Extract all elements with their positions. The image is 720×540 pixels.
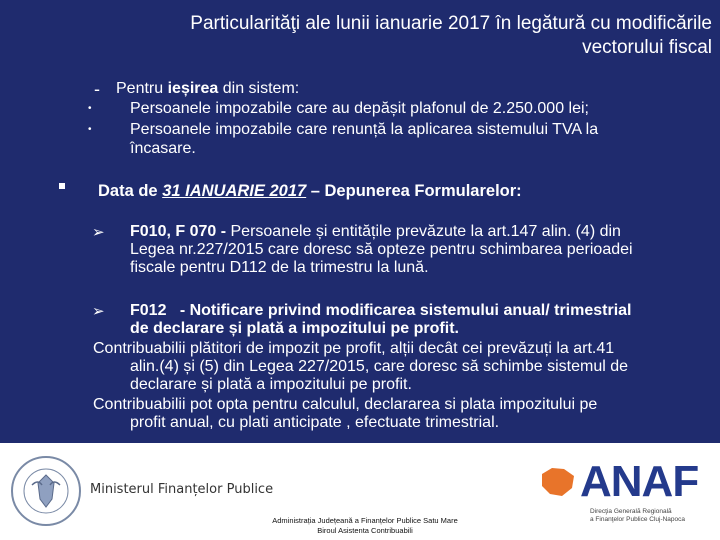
anaf-sub-line-1: Direcţia Generală Regională (590, 508, 672, 515)
admin-line-1: Administrația Județeană a Finanțelor Publice Satu Mare (272, 516, 458, 525)
bullet-dot-2: • (88, 124, 92, 135)
title-line-1: Particularităţi ale lunii ianuarie 2017 în legătură cu modificările (190, 13, 712, 34)
exit-item-2-cont: încasare. (130, 140, 196, 157)
form-1-line-2: Legea nr.227/2015 care doresc să opteze pentru schimbarea perioadei (130, 241, 633, 258)
form-1-code: F010, F 070 - (130, 223, 231, 240)
note-line-4: Contribuabilii pot opta pentru calculul, declararea si plata impozitului pe (93, 396, 598, 413)
exit-item-1: Persoanele impozabile care au depășit plafonul de 2.250.000 lei; (130, 100, 589, 117)
form-1-line-3: fiscale pentru D112 de la trimestru la lună. (130, 259, 429, 276)
anaf-sub-line-2: a Finanţelor Publice Cluj-Napoca (590, 516, 686, 523)
ministry-emblem-logo (10, 455, 82, 527)
anaf-logo-text: ANAF (580, 457, 699, 506)
title-line-2: vectorului fiscal (582, 37, 712, 58)
form-1-text: Persoanele și entitățile prevăzute la art.147 alin. (4) din (230, 223, 621, 240)
form-2-code: F012 (130, 302, 167, 319)
deadline-heading (98, 183, 522, 199)
arrow-bullet-2: ➢ (92, 303, 105, 320)
note-line-1: Contribuabilii plătitori de impozit pe profit, alții decât cei prevăzuți la art.41 (93, 340, 615, 357)
anaf-romania-map-icon (538, 464, 578, 500)
exit-intro-pre: Pentru (116, 80, 168, 97)
exit-item-2: Persoanele impozabile care renunță la aplicarea sistemului TVA la (130, 121, 599, 138)
exit-intro-post: din sistem: (218, 80, 300, 97)
dash-marker: - (94, 79, 100, 99)
arrow-bullet-1: ➢ (92, 224, 105, 241)
deadline-prefix: Data de (98, 182, 163, 200)
form-2-text: - Notificare privind modificarea sistemului anual/ trimestrial (179, 302, 632, 319)
ministry-name: Ministerul Finanțelor Publice (90, 482, 274, 497)
admin-office (240, 516, 490, 536)
note-line-2: alin.(4) și (5) din Legea 227/2015, care doresc să schimbe sistemul de (130, 358, 629, 375)
slide-title (92, 12, 712, 60)
form-2-line-2: de declarare și plată a impozitului pe profit. (130, 320, 459, 337)
deadline-date: 31 IANUARIE 2017 (162, 182, 307, 200)
anaf-subtitle (590, 508, 700, 524)
exit-intro (116, 81, 299, 97)
deadline-suffix: – Depunerea Formularelor: (306, 182, 522, 200)
form-1-line-1 (130, 224, 621, 240)
form-2-line-1 (130, 303, 632, 319)
note-line-5: profit anual, cu plati anticipate , efectuate trimestrial. (130, 414, 500, 431)
admin-line-2: Biroul Asistenta Contribuabili (317, 526, 413, 535)
note-line-3: declarare și plată a impozitului pe profit. (130, 376, 412, 393)
bullet-dot-1: • (88, 103, 92, 114)
exit-intro-bold: ieșirea (167, 80, 219, 97)
square-bullet (59, 183, 65, 189)
